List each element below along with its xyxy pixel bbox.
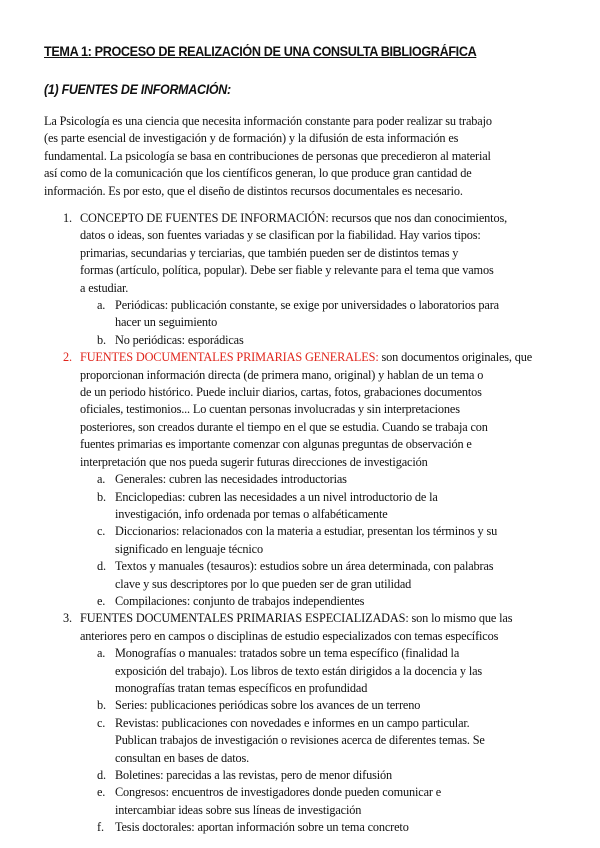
text-line: Tesis doctorales: aportan información sobre un tema concreto <box>115 820 409 835</box>
sub-list-item <box>0 489 600 524</box>
sub-list-item <box>0 784 600 819</box>
text-line: Publican trabajos de investigación o revisiones acerca de diferentes temas. Se <box>115 733 485 748</box>
text-line: oficiales, testimonios... Lo cuentan personas involucradas y sin interpretaciones <box>80 402 460 417</box>
intro-line: fundamental. La psicología se basa en contribuciones de personas que precedieron al material <box>44 148 491 163</box>
text-line: a estudiar. <box>80 280 129 295</box>
sub-letter: d. <box>97 768 106 782</box>
sub-list-item <box>0 715 600 767</box>
sub-letter: d. <box>97 559 106 574</box>
text-fragment: son documentos originales, que <box>378 350 533 365</box>
text-line: Series: publicaciones periódicas sobre los avances de un terreno <box>115 698 421 713</box>
text-line: CONCEPTO DE FUENTES DE INFORMACIÓN: recursos que nos dan conocimientos, <box>80 211 508 225</box>
text-line: monografías tratan temas específicos en profundidad <box>115 680 368 695</box>
sub-list-item <box>0 558 600 593</box>
sub-letter: e. <box>97 593 106 608</box>
text-line: clave y sus descriptores por lo que pueden ser de gran utilidad <box>115 576 412 591</box>
text-line: Periódicas: publicación constante, se exige por universidades o laboratorios para <box>115 298 499 313</box>
list-item-text <box>80 610 566 645</box>
text-line: significado en lenguaje técnico <box>115 541 263 556</box>
text-line: consultan en bases de datos. <box>115 750 250 765</box>
text-line: Monografías o manuales: tratados sobre un tema específico (finalidad la <box>115 646 460 661</box>
intro-line: información. Es por esto, que el diseño de distintos recursos documentales es necesario. <box>44 183 463 198</box>
list-item-text <box>80 210 566 297</box>
sub-list-item <box>0 523 600 558</box>
list-item <box>0 349 600 471</box>
text-line: posteriores, son creados durante el tiempo en el que se estudia. Cuando se trabaja con <box>80 419 488 434</box>
text-line: Revistas: publicaciones con novedades e informes en un campo particular. <box>115 715 470 730</box>
text-line: exposición del trabajo). Los libros de texto están dirigidos a la docencia y las <box>115 663 483 678</box>
sub-letter: c. <box>97 715 106 730</box>
highlighted-heading: FUENTES DOCUMENTALES PRIMARIAS GENERALES: <box>80 350 379 365</box>
text-line: proporcionan información directa (de primera mano, original) y hablan de un tema o <box>80 367 484 382</box>
text-line: interpretación que nos pueda sugerir futuras direcciones de investigación <box>80 454 428 469</box>
text-line: investigación, info ordenada por temas o alfabéticamente <box>115 506 388 521</box>
sub-letter: f. <box>97 820 104 835</box>
text-line: primarias, secundarias y terciarias, que también pueden ser de distintos temas y <box>80 245 459 260</box>
text-line: Textos y manuales (tesauros): estudios sobre un área determinada, con palabras <box>115 559 494 574</box>
sub-letter: b. <box>97 332 106 347</box>
list-item <box>0 610 600 645</box>
sub-list-item <box>0 332 600 349</box>
list-number: 2. <box>63 350 72 365</box>
text-line: Diccionarios: relacionados con la materia a estudiar, presentan los términos y su <box>115 524 498 539</box>
page-title: TEMA 1: PROCESO DE REALIZACIÓN DE UNA CONSULTA BIBLIOGRÁFICA <box>44 44 477 59</box>
text-line: hacer un seguimiento <box>115 315 218 330</box>
sub-letter: b. <box>97 698 106 713</box>
text-line: Generales: cubren las necesidades introductorias <box>115 472 347 487</box>
sub-letter: b. <box>97 489 106 504</box>
text-line: Enciclopedias: cubren las necesidades a un nivel introductorio de la <box>115 489 438 504</box>
intro-line: (es parte esencial de investigación y de formación) y la difusión de esta información es <box>44 131 459 146</box>
intro-line: así como de la comunicación que los científicos generan, lo que produce gran cantidad de <box>44 166 472 181</box>
list-item <box>0 210 600 297</box>
numbered-list <box>0 210 600 837</box>
text-line: No periódicas: esporádicas <box>115 332 244 347</box>
text-line: formas (artículo, política, popular). Debe ser fiable y relevante para el tema que vamos <box>80 263 494 278</box>
sub-list-item <box>0 645 600 697</box>
sub-list-item <box>0 819 600 836</box>
list-number: 1. <box>63 211 72 225</box>
sub-letter: a. <box>97 472 106 487</box>
text-line: fuentes primarias es importante comenzar con algunas preguntas de observación e <box>80 437 472 452</box>
intro-line: La Psicología es una ciencia que necesita información constante para poder realizar su trabajo <box>44 114 492 128</box>
list-item-text <box>80 349 566 471</box>
intro-paragraph <box>44 113 560 200</box>
text-line: Boletines: parecidas a las revistas, pero de menor difusión <box>115 768 392 782</box>
sub-list-item <box>0 593 600 610</box>
sub-letter: a. <box>97 646 106 661</box>
text-line: intercambiar ideas sobre sus líneas de investigación <box>115 802 362 817</box>
text-line: Compilaciones: conjunto de trabajos independientes <box>115 593 365 608</box>
text-line: datos o ideas, son fuentes variadas y se clasifican por la fiabilidad. Hay varios tipos: <box>80 228 481 243</box>
sub-list-item <box>0 297 600 332</box>
text-line: de un periodo histórico. Puede incluir diarios, cartas, fotos, grabaciones documentos <box>80 385 482 400</box>
sub-list-item <box>0 767 600 784</box>
sub-letter: e. <box>97 785 106 800</box>
section-heading: (1) FUENTES DE INFORMACIÓN: <box>44 82 231 97</box>
sub-letter: a. <box>97 298 106 313</box>
list-number: 3. <box>63 611 72 626</box>
sub-list-item <box>0 471 600 488</box>
text-line: anteriores pero en campos o disciplinas de estudio especializados con temas específicos <box>80 628 499 643</box>
sub-list-item <box>0 697 600 714</box>
text-line: Congresos: encuentros de investigadores donde pueden comunicar e <box>115 785 442 800</box>
sub-letter: c. <box>97 524 106 539</box>
text-line: FUENTES DOCUMENTALES PRIMARIAS ESPECIALIZADAS: son lo mismo que las <box>80 611 513 626</box>
